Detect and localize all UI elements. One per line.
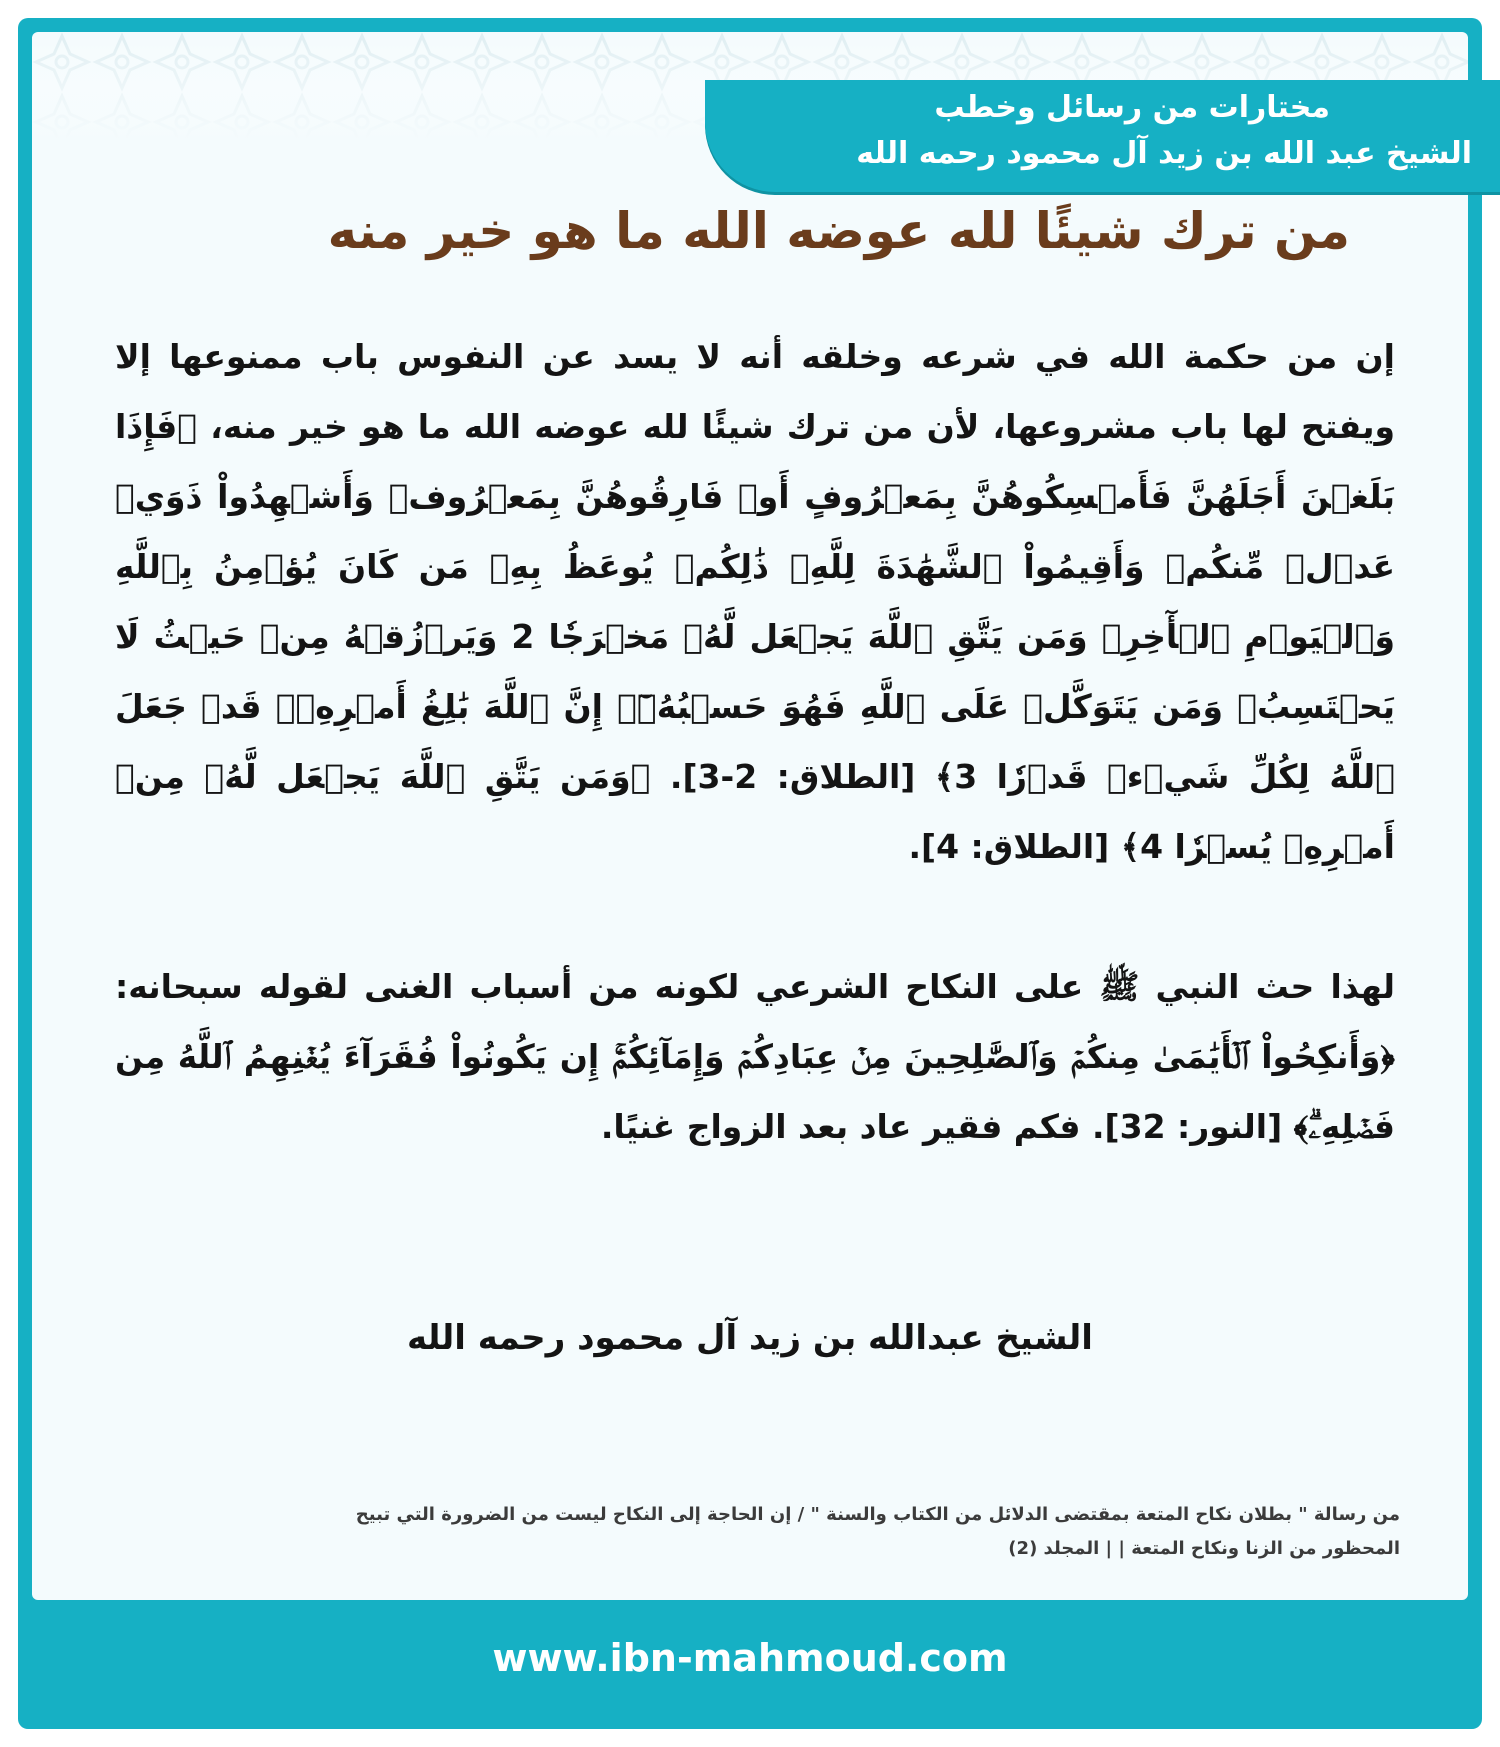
paragraph-1: إن من حكمة الله في شرعه وخلقه أنه لا يسد عن النفوس باب ممنوعها إلا ويفتح لها باب مشروعها، لأن من ترك شيئًا لله عوضه الله ما هو خير منه، ﴿فَإِذَا بَلَغۡنَ أَجَلَهُنَّ فَأَمۡسِكُوهُنَّ بِمَعۡرُوفٍ أَوۡ فَارِقُوهُنَّ بِمَعۡرُوفٖ وَأَشۡهِدُواْ ذَوَيۡ عَدۡلٖ مِّنكُمۡ وَأَقِيمُواْ ٱلشَّهَٰدَةَ لِلَّهِۚ ذَٰلِكُمۡ يُوعَظُ بِهِۦ مَن كَانَ يُؤۡمِنُ بِٱللَّهِ وَٱلۡيَوۡمِ ٱلۡأٓخِرِۚ وَمَن يَتَّقِ ٱللَّهَ يَجۡعَل لَّهُۥ مَخۡرَجٗا 2 وَيَرۡزُقۡهُ مِنۡ حَيۡثُ لَا يَحۡتَسِبُۚ وَمَن يَتَوَكَّلۡ عَلَى ٱللَّهِ فَهُوَ حَسۡبُهُۥٓۚ إِنَّ ٱللَّهَ بَٰلِغُ أَمۡرِهِۦۚ قَدۡ جَعَلَ ٱللَّهُ لِكُلِّ شَيۡءٖ قَدۡرٗا 3﴾ [الطلاق: 2-3]. ﴿وَمَن يَتَّقِ ٱللَّهَ يَجۡعَل لَّهُۥ مِنۡ أَمۡرِهِۦ يُسۡرٗا 4﴾ [الطلاق: 4]. (115, 337, 1395, 866)
source-citation (110, 1498, 1400, 1566)
header-subtitle: مختارات من رسائل وخطب (934, 90, 1330, 125)
source-line-1: من رسالة " بطلان نكاح المتعة بمقتضى الدلائل من الكتاب والسنة " / إن الحاجة إلى النكاح ليست من الضرورة التي تبيح (355, 1504, 1400, 1525)
author-signature: الشيخ عبدالله بن زيد آل محمود رحمه الله (407, 1318, 1093, 1358)
website-link[interactable]: www.ibn-mahmoud.com (492, 1636, 1008, 1680)
page-title: من ترك شيئًا لله عوضه الله ما هو خير منه (327, 202, 1350, 260)
header-author: الشيخ عبد الله بن زيد آل محمود رحمه الله (856, 136, 1472, 171)
paragraph-2: لهذا حث النبي ﷺ على النكاح الشرعي لكونه من أسباب الغنى لقوله سبحانه: ﴿وَأَنكِحُواْ ٱلۡأَيَٰمَىٰ مِنكُمۡ وَٱلصَّٰلِحِينَ مِنۡ عِبَادِكُمۡ وَإِمَآئِكُمۡۚ إِن يَكُونُواْ فُقَرَآءَ يُغۡنِهِمُ ٱللَّهُ مِن فَضۡلِهِۦۗ﴾ [النور: 32]. فكم فقير عاد بعد الزواج غنيًا. (115, 967, 1395, 1146)
source-line-2: المحظور من الزنا ونكاح المتعة | | المجلد (2) (1008, 1538, 1400, 1559)
header-ribbon (705, 80, 1500, 192)
